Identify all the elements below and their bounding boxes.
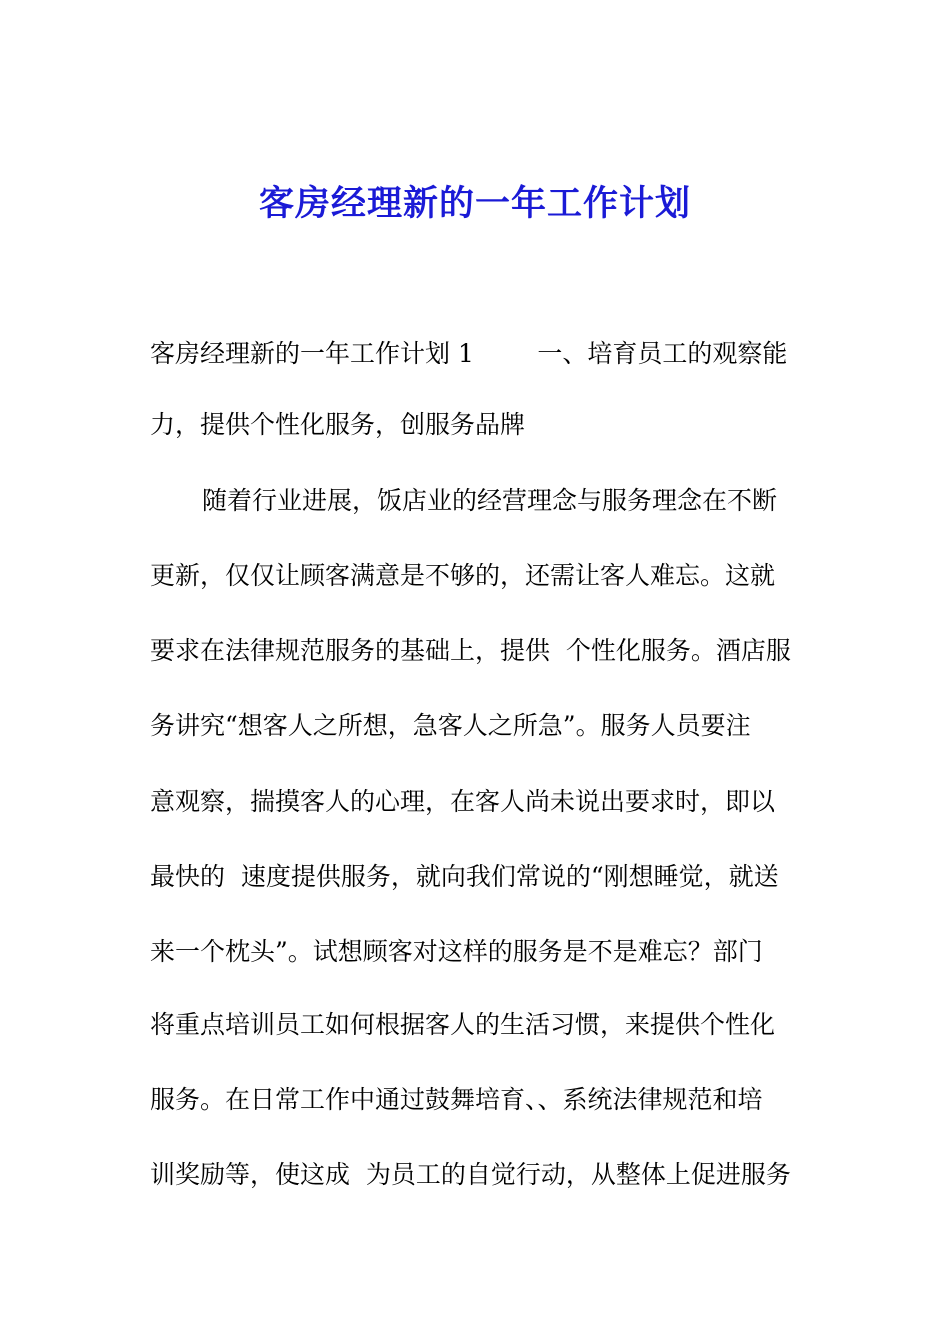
document-title: 客房经理新的一年工作计划 [258,183,691,224]
paragraph-line: 服务。在日常工作中通过鼓舞培育、、系统法律规范和培 [150,1085,763,1114]
paragraph-line: 最快的 速度提供服务，就向我们常说的“刚想睡觉，就送 [150,862,779,891]
paragraph-line: 客房经理新的一年工作计划 1 一、培育员工的观察能 [150,339,788,368]
paragraph-line: 更新，仅仅让顾客满意是不够的，还需让客人难忘。这就 [150,561,776,590]
paragraph-line: 来一个枕头”。试想顾客对这样的服务是不是难忘？部门 [150,937,763,966]
paragraph-line: 力，提供个性化服务，创服务品牌 [150,410,526,439]
paragraph-line: 意观察，揣摸客人的心理，在客人尚未说出要求时，即以 [150,787,776,816]
paragraph-line: 随着行业进展，饭店业的经营理念与服务理念在不断 [202,486,778,515]
paragraph-line: 训奖励等，使这成 为员工的自觉行动，从整体上促进服务 [150,1160,791,1189]
paragraph-line: 将重点培训员工如何根据客人的生活习惯，来提供个性化 [150,1010,776,1039]
paragraph-line: 务讲究“想客人之所想，急客人之所急”。服务人员要注 [150,711,751,740]
paragraph-line: 要求在法律规范服务的基础上，提供 个性化服务。酒店服 [150,636,791,665]
